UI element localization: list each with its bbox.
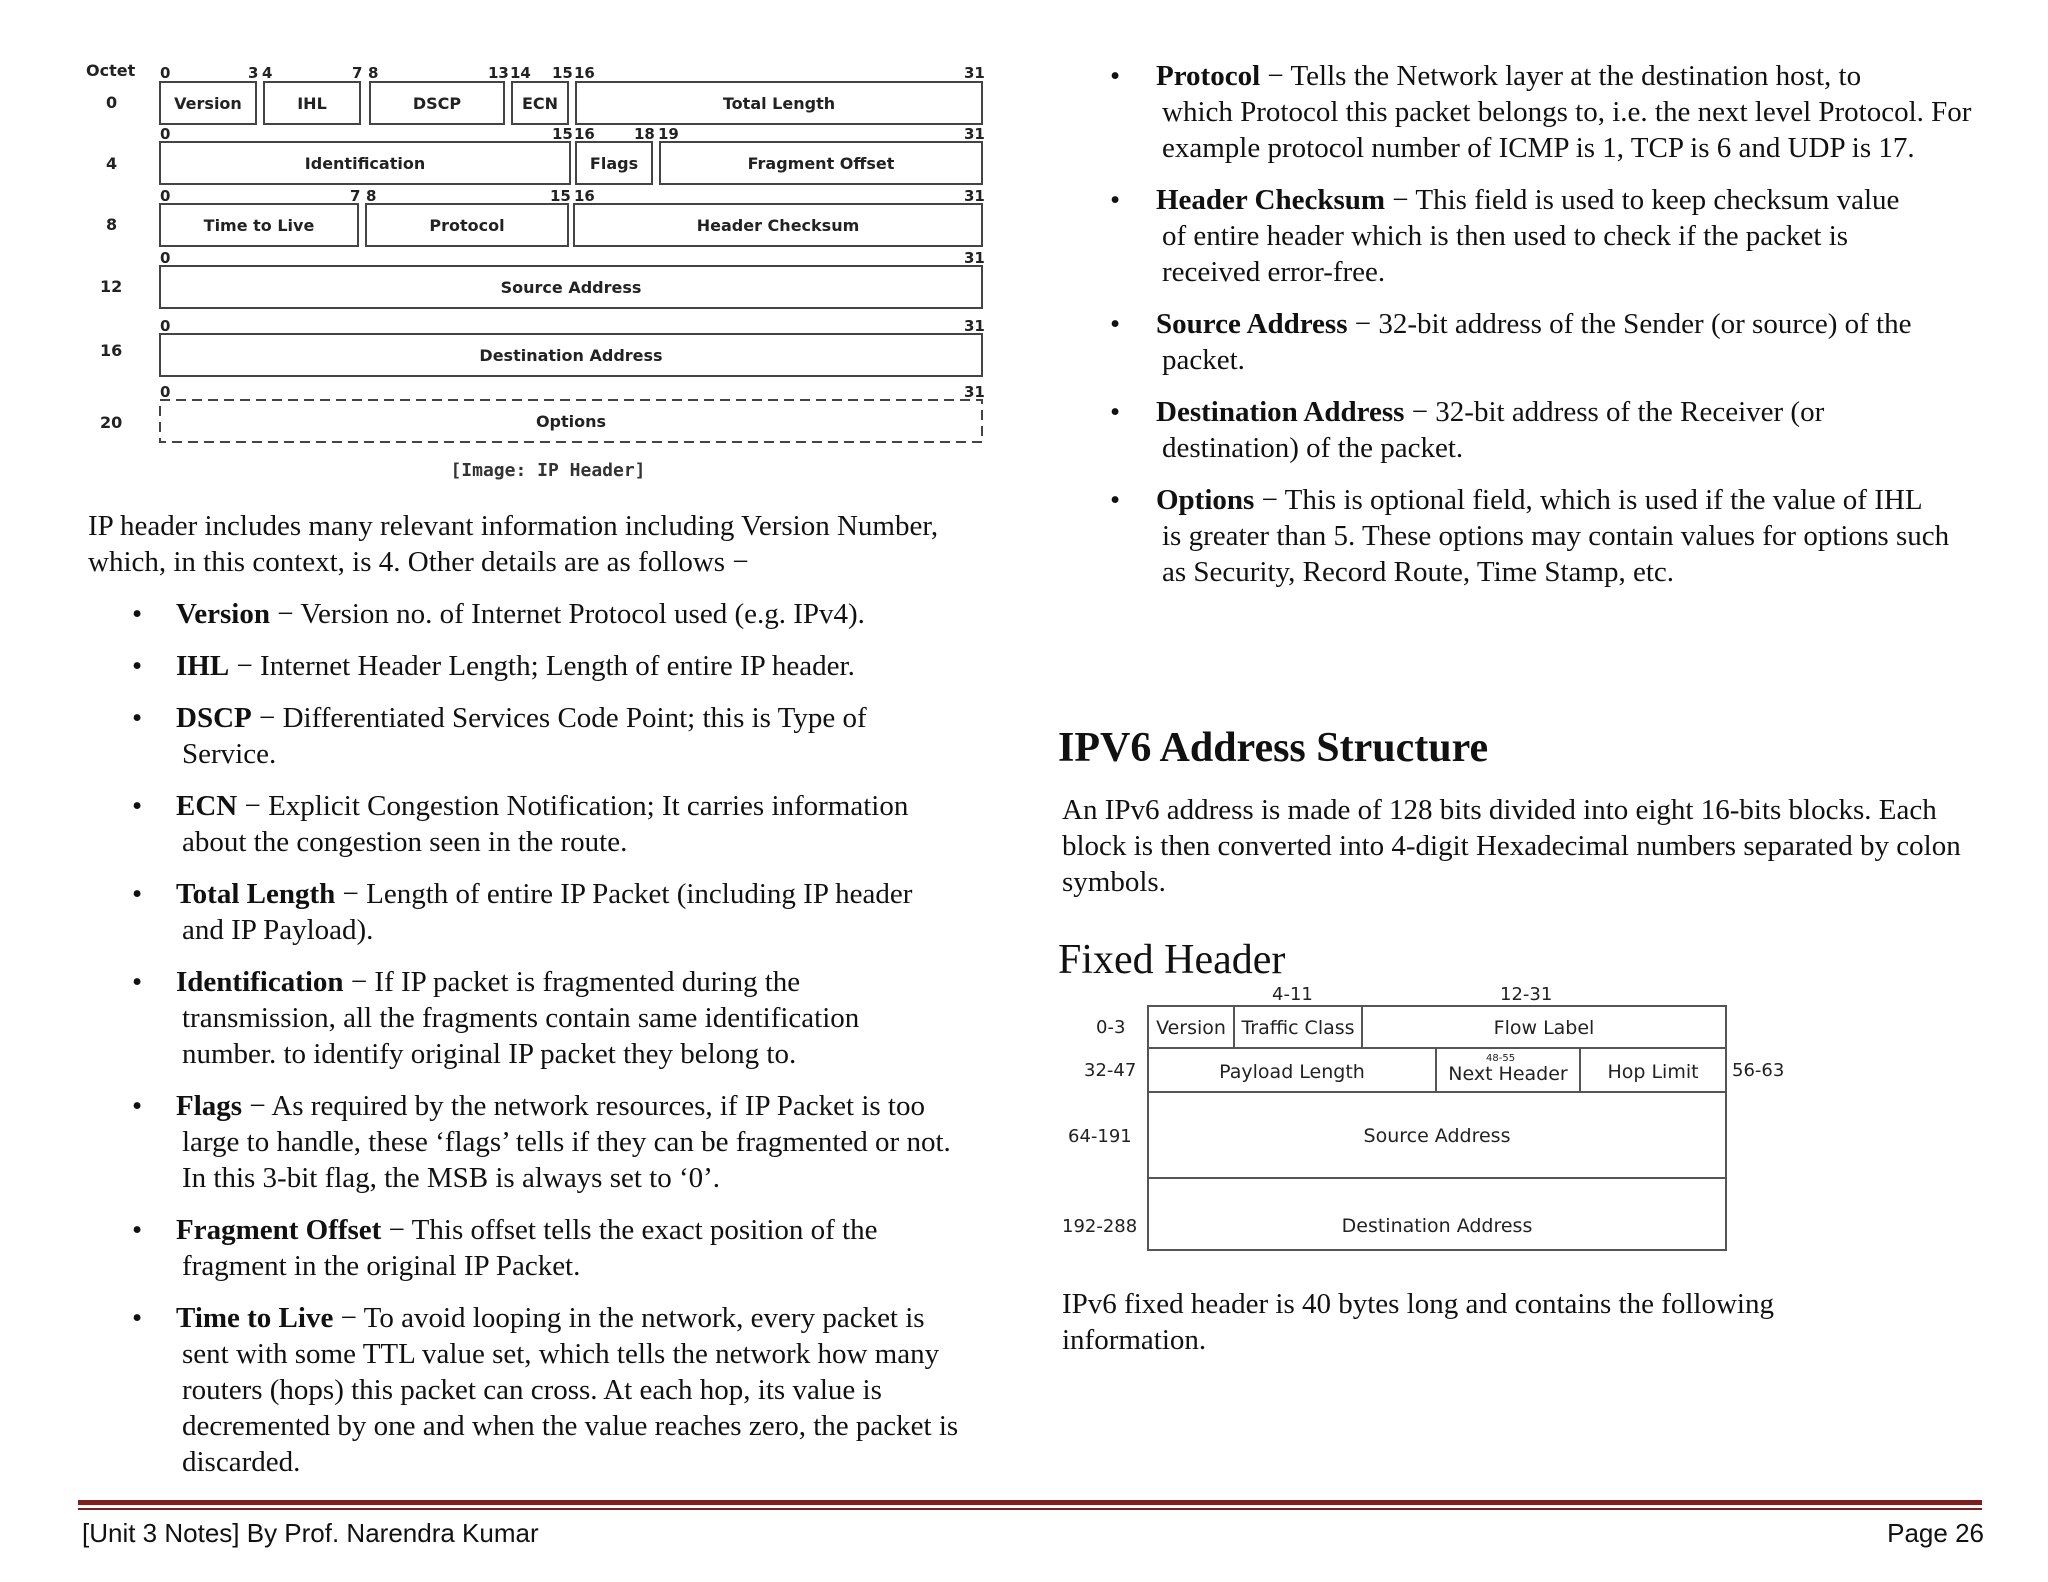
bit-range-label: 32-47 <box>1084 1060 1137 1081</box>
description-continued: Service. <box>182 738 277 770</box>
bit-number: 14 <box>510 64 531 82</box>
field-label: Flags <box>589 154 639 173</box>
list-item <box>88 964 1008 1072</box>
field-label: Version <box>174 94 242 113</box>
description-continued: and IP Payload). <box>182 914 374 946</box>
bit-number: 31 <box>964 383 985 401</box>
description: − Length of entire IP Packet (including IP header <box>335 878 913 910</box>
description: − This is optional field, which is used if the value of IHL <box>1254 484 1923 516</box>
ipv6-field-label: Traffic Class <box>1241 1017 1355 1039</box>
term: Destination Address <box>1156 396 1405 428</box>
closing-paragraph: IPv6 fixed header is 40 bytes long and contains the following information. <box>1062 1288 1774 1356</box>
field-label: Identification <box>304 154 426 173</box>
description: − Tells the Network layer at the destination host, to <box>1260 60 1862 92</box>
left-column <box>88 508 1008 1496</box>
field-label: Protocol <box>429 216 505 235</box>
bit-number: 31 <box>964 125 985 143</box>
term: Options <box>1156 484 1255 516</box>
bit-number: 13 <box>488 64 509 82</box>
field-label: Destination Address <box>479 346 663 365</box>
bit-range-label: 64-191 <box>1068 1126 1132 1147</box>
field-label: Options <box>535 412 607 431</box>
bit-number: 0 <box>160 64 171 82</box>
description: − To avoid looping in the network, every packet is <box>333 1302 925 1334</box>
ipv6-field-label: Source Address <box>1363 1125 1511 1147</box>
ipv6-fixed-header-diagram <box>1056 984 1785 1270</box>
list-item <box>1060 482 1990 590</box>
bit-number: 3 <box>248 64 259 82</box>
term: Version <box>176 598 270 630</box>
list-item <box>1060 58 1990 166</box>
subheading: Fixed Header <box>1058 937 1286 983</box>
octet-label: 4 <box>106 154 118 173</box>
list-item <box>1060 306 1990 378</box>
list-item <box>88 596 1008 632</box>
bit-number: 0 <box>160 317 171 335</box>
description-continued: packet. <box>1162 344 1245 376</box>
description-continued: of entire header which is then used to check if the packet is received error-free. <box>1162 220 1849 288</box>
description: − Internet Header Length; Length of entire IP header. <box>229 650 855 682</box>
list-item <box>88 648 1008 684</box>
octet-label: 8 <box>106 215 118 234</box>
bit-number: 18 <box>634 125 655 143</box>
description: − Version no. of Internet Protocol used (e.g. IPv4). <box>270 598 865 630</box>
bit-number: 31 <box>964 249 985 267</box>
description: − If IP packet is fragmented during the <box>343 966 801 998</box>
bit-number: 15 <box>552 125 573 143</box>
page-number: Page 26 <box>1887 1518 1984 1548</box>
term: ECN <box>176 790 238 822</box>
bit-number: 31 <box>964 187 985 205</box>
octet-label: 0 <box>106 93 118 112</box>
bit-range-label: 4-11 <box>1272 984 1313 1005</box>
description-continued: transmission, all the fragments contain same identification number. to identify original IP packet they belong to. <box>182 1002 860 1070</box>
ipv6-field-label: Flow Label <box>1493 1017 1595 1039</box>
ipv6-field-label: Next Header <box>1448 1063 1568 1085</box>
field-label: Header Checksum <box>696 216 860 235</box>
octet-label: 12 <box>100 277 123 296</box>
footer-rule <box>78 1500 1982 1505</box>
ipv6-field-label: Payload Length <box>1219 1061 1365 1083</box>
description: − As required by the network resources, if IP Packet is too <box>242 1090 925 1122</box>
term: IHL <box>176 650 230 682</box>
description-continued: about the congestion seen in the route. <box>182 826 628 858</box>
list-item <box>88 700 1008 772</box>
description-continued: which Protocol this packet belongs to, i.e. the next level Protocol. For example protocol number of ICMP is 1, TCP is 6 and UDP is 17. <box>1162 96 1972 164</box>
ipv6-field-label: Hop Limit <box>1607 1061 1699 1083</box>
bit-number: 31 <box>964 317 985 335</box>
ipv6-paragraph: An IPv6 address is made of 128 bits divided into eight 16-bits blocks. Each block is then converted into 4-digit Hexadecimal numbers separated by colon symbols. <box>1062 794 1961 898</box>
field-label: Time to Live <box>203 216 315 235</box>
footer-rule <box>78 1508 1982 1510</box>
bit-range-label: 48-55 <box>1486 1053 1516 1064</box>
right-column <box>1060 58 1990 606</box>
description-continued: is greater than 5. These options may contain values for options such as Security, Record Route, Time Stamp, etc. <box>1162 520 1950 588</box>
bit-number: 16 <box>574 125 595 143</box>
list-item <box>88 1300 1008 1480</box>
description-continued: fragment in the original IP Packet. <box>182 1250 581 1282</box>
bit-number: 7 <box>352 64 363 82</box>
term: Flags <box>176 1090 243 1122</box>
description: − This offset tells the exact position of the <box>381 1214 878 1246</box>
bit-range-label: 0-3 <box>1096 1017 1126 1038</box>
list-item <box>88 1088 1008 1196</box>
term: Protocol <box>1156 60 1261 92</box>
list-item <box>88 788 1008 860</box>
description-continued: large to handle, these ‘flags’ tells if they can be fragmented or not. In this 3-bit flag, the MSB is always set to ‘0’. <box>182 1126 951 1194</box>
list-item <box>1060 182 1990 290</box>
term: Total Length <box>176 878 336 910</box>
ipv6-field-label: Version <box>1156 1017 1226 1039</box>
bit-number: 0 <box>160 125 171 143</box>
bit-range-label: 56-63 <box>1732 1060 1785 1081</box>
bit-number: 8 <box>368 64 379 82</box>
term: Fragment Offset <box>176 1214 382 1246</box>
field-label: Total Length <box>722 94 836 113</box>
octet-label: 16 <box>100 341 123 360</box>
bit-number: 16 <box>574 187 595 205</box>
bit-number: 19 <box>658 125 679 143</box>
ipv4-header-diagram <box>80 58 1000 458</box>
bit-number: 0 <box>160 249 171 267</box>
description: − Explicit Congestion Notification; It carries information <box>237 790 909 822</box>
field-label: ECN <box>521 94 559 113</box>
footer-left: [Unit 3 Notes] By Prof. Narendra Kumar <box>82 1518 539 1548</box>
ipv6-field-label: Destination Address <box>1341 1215 1533 1237</box>
bit-number: 16 <box>574 64 595 82</box>
bit-number: 8 <box>366 187 377 205</box>
bit-number: 15 <box>550 187 571 205</box>
ipv4-field-list-continued <box>1060 58 1990 590</box>
figure-caption: [Image: IP Header] <box>450 460 646 481</box>
octet-header: Octet <box>86 61 136 80</box>
list-item <box>88 876 1008 948</box>
term: Time to Live <box>176 1302 334 1334</box>
section-heading: IPV6 Address Structure <box>1058 725 1489 771</box>
octet-label: 20 <box>100 413 123 432</box>
list-item <box>88 1212 1008 1284</box>
bit-range-label: 12-31 <box>1500 984 1553 1005</box>
bit-number: 31 <box>964 64 985 82</box>
ipv4-field-list <box>88 596 1008 1480</box>
field-label: Source Address <box>500 278 642 297</box>
bit-number: 7 <box>350 187 361 205</box>
bit-number: 4 <box>262 64 273 82</box>
list-item <box>1060 394 1990 466</box>
term: Source Address <box>1156 308 1348 340</box>
bit-range-label: 192-288 <box>1062 1216 1138 1237</box>
field-label: Fragment Offset <box>747 154 895 173</box>
field-label: DSCP <box>412 94 462 113</box>
term: DSCP <box>176 702 252 734</box>
description: − This field is used to keep checksum value <box>1385 184 1900 216</box>
term: Identification <box>176 966 344 998</box>
bit-number: 15 <box>552 64 573 82</box>
description: − Differentiated Services Code Point; this is Type of <box>251 702 867 734</box>
term: Header Checksum <box>1156 184 1386 216</box>
description: − 32-bit address of the Sender (or source) of the <box>1347 308 1912 340</box>
bit-number: 0 <box>160 383 171 401</box>
bit-number: 0 <box>160 187 171 205</box>
field-label: IHL <box>297 94 327 113</box>
intro-paragraph: IP header includes many relevant information including Version Number, which, in this context, is 4. Other details are as follows − <box>88 510 939 578</box>
description-continued: destination) of the packet. <box>1162 432 1464 464</box>
description-continued: sent with some TTL value set, which tells the network how many routers (hops) this packet can cross. At each hop, its value is decremented by one and when the value reaches zero, the packet is discarded. <box>182 1338 959 1478</box>
description: − 32-bit address of the Receiver (or <box>1404 396 1825 428</box>
